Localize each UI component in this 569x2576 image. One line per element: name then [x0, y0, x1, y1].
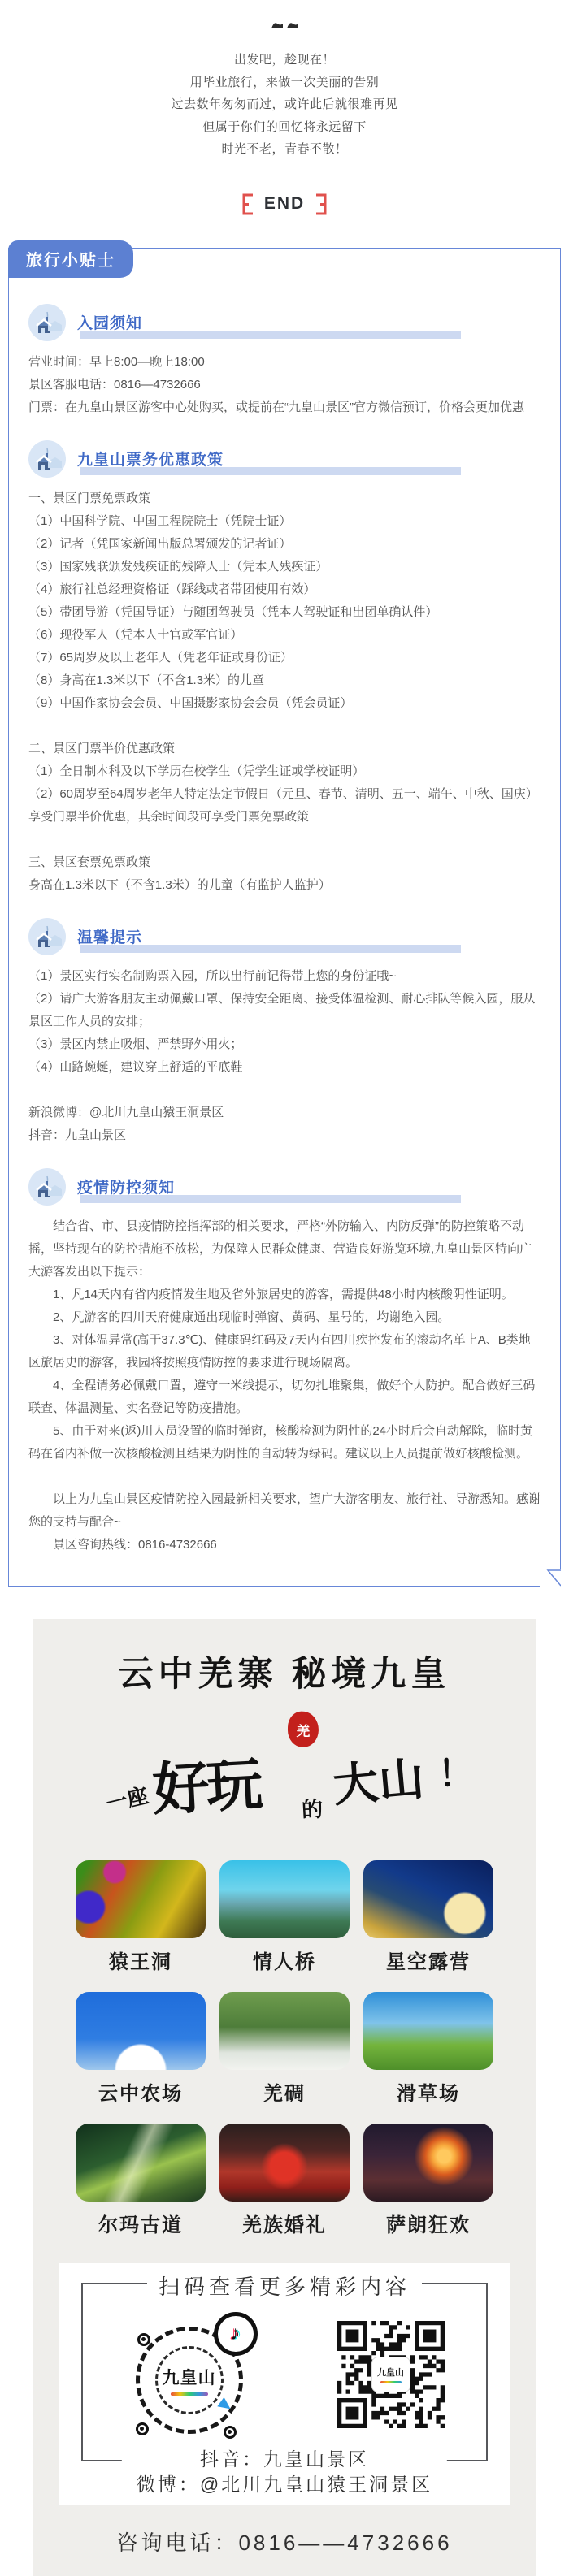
text-line: （9）中国作家协会会员、中国摄影家协会会员（凭会员证） — [28, 695, 353, 710]
decorative-waves-icon — [0, 13, 569, 29]
weibo-account: 微博：@北川九皇山猿王洞景区 — [136, 2473, 433, 2495]
text-line: 抖音：九皇山景区 — [28, 1128, 127, 1142]
gallery-label: 情人桥 — [253, 1951, 316, 1973]
brand-colorbar — [380, 2381, 402, 2383]
section-body — [28, 487, 541, 897]
slogan-word: 好玩 — [150, 1754, 262, 1822]
tips-tab: 旅行小贴士 — [8, 240, 133, 278]
text-line: 3、对体温异常(高于37.3℃)、健康码红码及7天内有四川疾控发布的滚动名单上A、B类地区旅居史的游客，我园将按照疫情防控的要求进行现场隔离。 — [28, 1332, 531, 1370]
gallery-photo — [363, 1992, 493, 2070]
house-icon — [28, 1168, 66, 1206]
gallery-tile — [363, 1860, 493, 1974]
intro-line: 用毕业旅行，来做一次美丽的告别 — [189, 75, 380, 89]
douyin-qr-code — [121, 2312, 258, 2448]
text-line: （4）旅行社总经理资格证（踩线或者带团使用有效） — [28, 582, 316, 596]
text-line: （2）记者（凭国家新闻出版总署颁发的记者证） — [28, 536, 292, 551]
text-line: 景区咨询热线：0816-4732666 — [53, 1537, 217, 1552]
section-body — [28, 351, 541, 419]
gallery-photo — [363, 2124, 493, 2202]
gallery-tile — [219, 1992, 350, 2106]
text-line — [28, 715, 541, 738]
travel-tips-box — [8, 248, 561, 1587]
text-line: 身高在1.3米以下（不含1.3米）的儿童（有监护人监护） — [28, 877, 331, 892]
gallery-tile — [76, 1860, 206, 1974]
text-line: （3）景区内禁止吸烟、严禁野外用火； — [28, 1037, 243, 1051]
text-line: 结合省、市、县疫情防控指挥部的相关要求，严格“外防输入、内防反弹”的防控策略不动摇，坚持现有的防控措施不放松，为保障人民群众健康、营造良好游览环境,九皇山景区特向广大游客发出以下提示： — [28, 1219, 532, 1279]
text-line: 二、景区门票半价优惠政策 — [28, 741, 176, 755]
section-header — [28, 918, 541, 955]
gallery-label: 羌碉 — [263, 2083, 306, 2105]
gallery-tile — [76, 2124, 206, 2237]
gallery-label: 滑草场 — [397, 2083, 460, 2105]
section-ticket-policy — [28, 440, 541, 897]
slogan-word: ！ — [437, 1752, 476, 1795]
text-line: （1）全日制本科及以下学历在校学生（凭学生证或学校证明） — [28, 764, 365, 778]
gallery-tile — [219, 2124, 350, 2237]
gallery-photo — [363, 1860, 493, 1938]
text-line — [28, 1466, 541, 1488]
text-line: （2）请广大游客朋友主动佩戴口罩、保持安全距离、接受体温检测、耐心排队等候入园，服从景区工作人员的安排； — [28, 991, 536, 1028]
text-line: 4、全程请务必佩戴口置，遵守一米线提示，切勿扎堆聚集，做好个人防护。配合做好三码联查、体温测量、实名登记等防疫措施。 — [28, 1378, 536, 1415]
text-line: （7）65周岁及以上老年人（凭老年证或身份证） — [28, 650, 293, 665]
section-body — [28, 965, 541, 1147]
gallery-tile — [219, 1860, 350, 1974]
intro-line: 过去数年匆匆而过，或许此后就很难再见 — [171, 97, 398, 111]
douyin-account: 抖音：九皇山景区 — [199, 2448, 369, 2470]
text-line: 三、景区套票免票政策 — [28, 855, 151, 869]
end-divider — [0, 193, 569, 215]
section-title: 入园须知 — [77, 315, 143, 332]
intro-line: 时光不老，青春不散！ — [221, 142, 348, 156]
house-icon — [28, 440, 66, 478]
red-seal-stamp: 羌 — [288, 1711, 319, 1747]
text-line: 新浪微博：@北川九皇山猿王洞景区 — [28, 1105, 224, 1119]
gallery-photo — [76, 1992, 206, 2070]
text-line: （1）景区实行实名制购票入园，所以出行前记得带上您的身份证哦~ — [28, 968, 397, 983]
gallery-photo — [219, 1992, 350, 2070]
tiktok-icon: ♪ — [214, 2312, 258, 2356]
qr-section-title: 扫码查看更多精彩内容 — [147, 2271, 422, 2301]
brand-name: 九皇山 — [162, 2368, 216, 2388]
text-line: 1、凡14天内有省内疫情发生地及省外旅居史的游客，需提供48小时内核酸阴性证明。 — [53, 1287, 514, 1301]
gallery-tile — [363, 2124, 493, 2237]
qr-center-logo — [371, 2357, 410, 2392]
house-icon — [28, 304, 66, 341]
text-line: （6）现役军人（凭本人士官或军官证） — [28, 627, 243, 642]
qr-row — [83, 2312, 486, 2448]
section-title: 九皇山票务优惠政策 — [77, 452, 224, 469]
text-line: （3）国家残联颁发残疾证的残障人士（凭本人残疾证） — [28, 559, 328, 574]
text-line: （4）山路蜿蜒，建议穿上舒适的平底鞋 — [28, 1059, 243, 1074]
text-line: 2、凡游客的四川天府健康通出现临时弹窗、黄码、星号的，均谢绝入园。 — [53, 1310, 450, 1324]
gallery-tile — [363, 1992, 493, 2106]
section-title: 温馨提示 — [77, 929, 143, 946]
gallery-label: 萨朗狂欢 — [386, 2214, 471, 2236]
gallery-photo — [219, 1860, 350, 1938]
slogan-word: 一座 — [103, 1783, 151, 1816]
end-label: END — [263, 194, 306, 213]
text-line: 门票：在九皇山景区游客中心处购买，或提前在“九皇山景区”官方微信预订，价格会更加优惠 — [28, 400, 524, 414]
end-bracket-left-icon — [241, 193, 254, 215]
intro-section — [0, 0, 569, 215]
slogan-word: 大山 — [331, 1753, 427, 1812]
promo-poster — [33, 1619, 536, 2576]
intro-line: 但属于你们的回忆将永远留下 — [202, 119, 367, 134]
wechat-qr-code — [333, 2317, 449, 2432]
gallery-photo — [219, 2124, 350, 2202]
end-bracket-right-icon — [315, 193, 328, 215]
text-line: （2）60周岁至64周岁老年人特定法定节假日（元旦、春节、清明、五一、端午、中秋、国庆）享受门票半价优惠，其余时间段可享受门票免票政策 — [28, 786, 538, 824]
qr-captions — [122, 2445, 447, 2499]
gallery-label: 星空露营 — [386, 1951, 471, 1973]
section-header — [28, 1168, 541, 1206]
text-line — [28, 1079, 541, 1102]
qr-card — [59, 2263, 510, 2505]
text-line: （1）中国科学院、中国工程院院士（凭院士证） — [28, 513, 292, 528]
text-line: 营业时间：早上8:00—晚上18:00 — [28, 354, 205, 369]
gallery-label: 羌族婚礼 — [242, 2214, 327, 2236]
gallery-photo — [76, 2124, 206, 2202]
brand-name: 九皇山 — [377, 2367, 404, 2378]
section-warm-tips — [28, 918, 541, 1147]
hotline: 咨询电话：0816——4732666 — [116, 2530, 453, 2555]
intro-verse — [0, 49, 569, 161]
intro-line: 出发吧，趁现在！ — [233, 53, 335, 67]
brand-colorbar — [171, 2392, 208, 2396]
poster-title: 云中羌寨 秘境九皇 — [118, 1655, 451, 1694]
text-line: 以上为九皇山景区疫情防控入园最新相关要求，望广大游客朋友、旅行社、导游悉知。感谢您的支持与配合~ — [28, 1491, 541, 1529]
house-icon — [28, 918, 66, 955]
gallery-label: 云中农场 — [98, 2083, 183, 2105]
section-header — [28, 304, 541, 341]
gallery-photo — [76, 1860, 206, 1938]
section-body — [28, 1215, 541, 1556]
text-line: 景区客服电话：0816—4732666 — [28, 377, 201, 392]
poster-slogan — [90, 1705, 478, 1846]
text-line: 5、由于对来(返)川人员设置的临时弹窗，核酸检测为阴性的24小时后会自动解除，临时黄码在省内补做一次核酸检测且结果为阴性的自动转为绿码。建议以上人员提前做好核酸检测。 — [28, 1423, 533, 1461]
section-header — [28, 440, 541, 478]
text-line: 一、景区门票免票政策 — [28, 491, 151, 505]
text-line: （8）身高在1.3米以下（不含1.3米）的儿童 — [28, 673, 265, 687]
text-line — [28, 829, 541, 851]
gallery-label: 猿王洞 — [109, 1951, 172, 1973]
slogan-word: 的 — [301, 1797, 324, 1822]
section-covid-notice — [28, 1168, 541, 1556]
section-title: 疫情防控须知 — [77, 1180, 176, 1197]
fold-corner-icon — [540, 1569, 561, 1587]
section-entry-notice — [28, 304, 541, 419]
gallery-tile — [76, 1992, 206, 2106]
text-line: （5）带团导游（凭国导证）与随团驾驶员（凭本人驾驶证和出团单确认件） — [28, 604, 438, 619]
gallery-label: 尔玛古道 — [98, 2214, 183, 2236]
photo-gallery — [76, 1860, 493, 2237]
qr-frame — [81, 2274, 488, 2495]
